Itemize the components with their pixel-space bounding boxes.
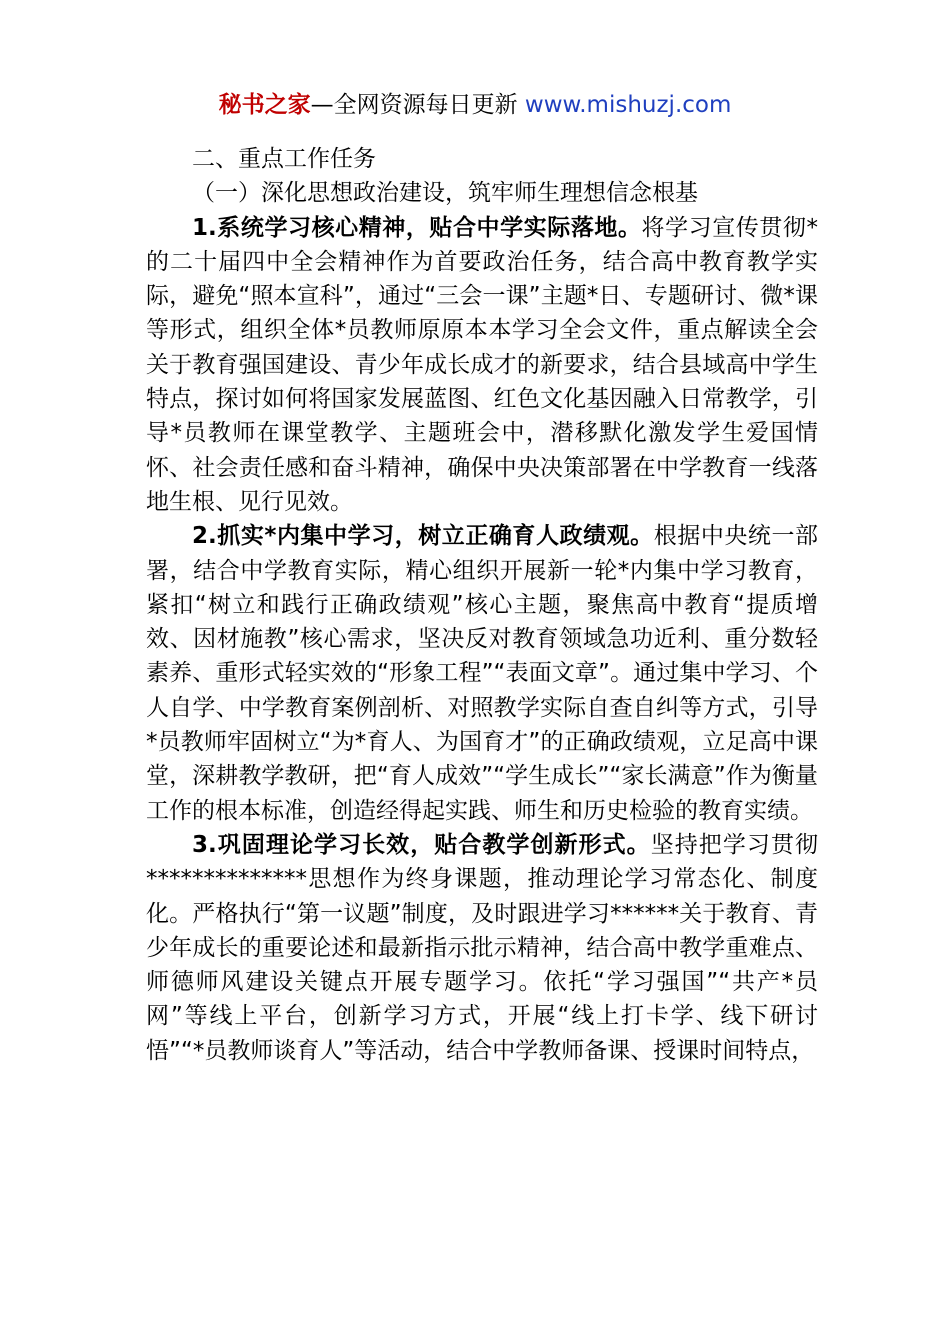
site-header	[0, 89, 950, 121]
paragraph-3-body: 坚持把学习贯彻**************思想作为终身课题，推动理论学习常态化、制度化。严格执行“第一议题”制度，及时跟进学习******关于教育、青少年成长的重要论述和最新指示批示精神，结合高中教学重难点、师德师风建设关键点开展专题学习。依托“学习强国”“共产*员网”等线上平台，创新学习方式，开展“线上打卡学、线下研讨悟”“*员教师谈育人”等活动，结合中学教师备课、授课时间特点，	[146, 831, 819, 1064]
site-url-link[interactable]: www.mishuzj.com	[524, 92, 732, 118]
site-tagline: —全网资源每日更新	[310, 92, 525, 118]
paragraph-3-lead: 3.巩固理论学习长效，贴合教学创新形式。	[192, 831, 651, 858]
paragraph-2-body: 根据中央统一部署，结合中学教育实际，精心组织开展新一轮*内集中学习教育，紧扣“树立和践行正确政绩观”核心主题，聚焦高中教育“提质增效、因材施教”核心需求，坚决反对教育领域急功近利、重分数轻素养、重形式轻实效的“形象工程”“表面文章”。通过集中学习、个人自学、中学教育案例剖析、对照教学实际自查自纠等方式，引导*员教师牢固树立“为*育人、为国育才”的正确政绩观，立足高中课堂，深耕教学教研，把“育人成效”“学生成长”“家长满意”作为衡量工作的根本标准，创造经得起实践、师生和历史检验的教育实绩。	[146, 523, 818, 824]
paragraph-2-lead: 2.抓实*内集中学习，树立正确育人政绩观。	[192, 523, 654, 550]
paragraph-2	[146, 519, 818, 828]
paragraph-1-body: 将学习宣传贯彻*的二十届四中全会精神作为首要政治任务，结合高中教育教学实际，避免“照本宣科”，通过“三会一课”主题*日、专题研讨、微*课等形式，组织全体*员教师原原本本学习全会文件，重点解读全会关于教育强国建设、青少年成长成才的新要求，结合县域高中学生特点，探讨如何将国家发展蓝图、红色文化基因融入日常教学，引导*员教师在课堂教学、主题班会中，潜移默化激发学生爱国情怀、社会责任感和奋斗精神，确保中央决策部署在中学教育一线落地生根、见行见效。	[146, 214, 819, 515]
section-title: 二、重点工作任务	[192, 146, 376, 172]
paragraph-1-lead: 1.系统学习核心精神，贴合中学实际落地。	[192, 214, 642, 241]
site-brand: 秘书之家	[218, 92, 311, 118]
subsection-title: （一）深化思想政治建设，筑牢师生理想信念根基	[192, 180, 698, 207]
document-body	[146, 142, 818, 1068]
paragraph-3	[146, 828, 818, 1068]
paragraph-1	[146, 211, 818, 520]
